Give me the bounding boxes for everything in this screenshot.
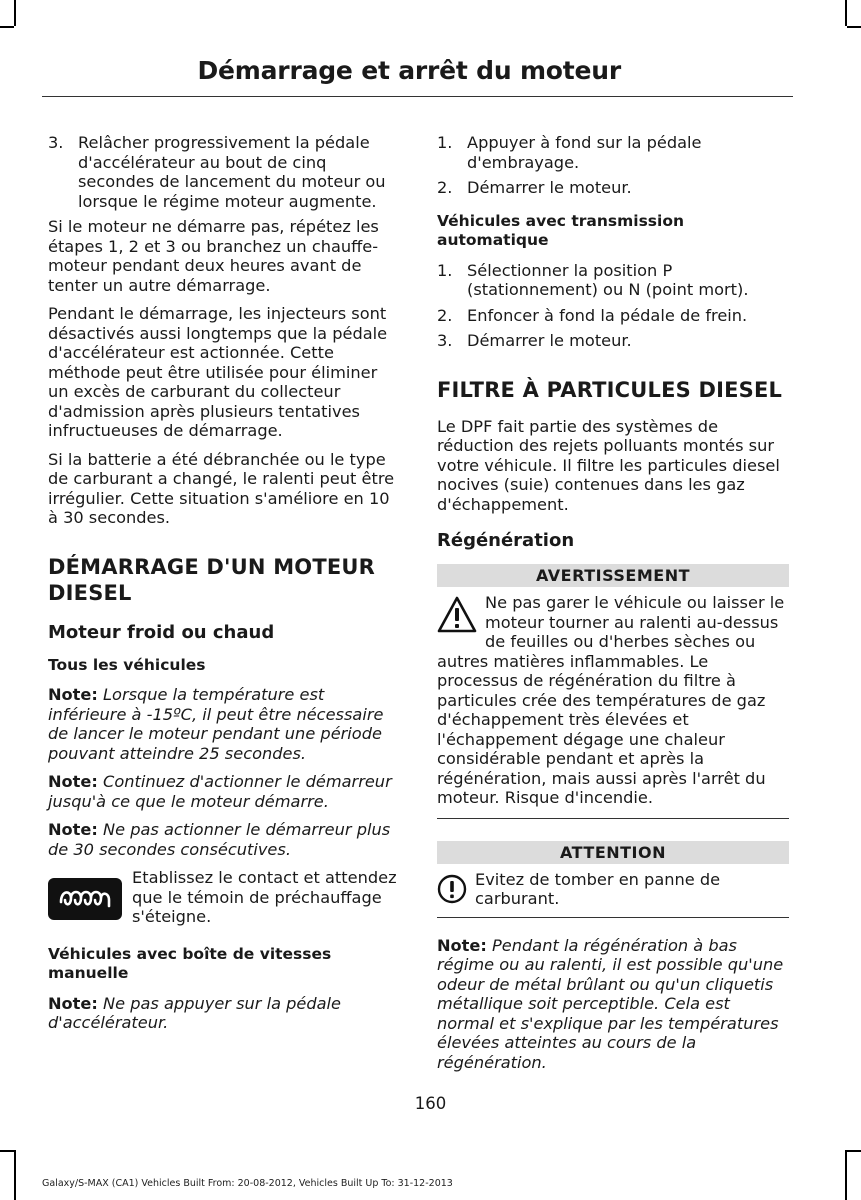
paragraph: Pendant le démarrage, les injecteurs sont désactivés aussi longtemps que la pédale d'accélérateur est actionnée. Cette méthode peut être utilisée pour éliminer un excès de carburant du collecteur d'admission après plusieurs tentatives infructueuses de démarrage. (48, 304, 388, 440)
note-label: Note: (437, 935, 487, 955)
paragraph: Le DPF fait partie des systèmes de réduction des rejets polluants montés sur votre véhicule. Il filtre les particules diesel nocives (suie) contenues dans les gaz d'échappement. (437, 416, 780, 514)
crop-mark (845, 1150, 847, 1200)
step-text: Démarrer le moteur. (467, 178, 632, 197)
step-item (437, 306, 789, 326)
crop-mark (847, 26, 861, 28)
warning-box (437, 564, 789, 819)
footer-text: Galaxy/S-MAX (CA1) Vehicles Built From: 20-08-2012, Vehicles Built Up To: 31-12-2013 (42, 1178, 453, 1189)
header-divider (42, 96, 793, 97)
crop-mark (0, 26, 14, 28)
warning-title: AVERTISSEMENT (437, 564, 789, 587)
attention-divider (437, 917, 789, 918)
step-text: Appuyer à fond sur la pédale d'embrayage. (467, 133, 702, 172)
attention-box (437, 841, 789, 918)
exclamation-circle-icon (437, 874, 467, 904)
left-column (48, 133, 401, 1042)
note-text: Ne pas actionner le démarreur plus de 30 secondes consécutives. (48, 820, 391, 859)
note-label: Note: (48, 820, 98, 839)
page-number: 160 (414, 1094, 447, 1113)
crop-mark (14, 1150, 16, 1200)
note (48, 772, 401, 811)
glow-plug-instruction (48, 868, 401, 927)
step-number: 1. (437, 260, 453, 280)
step-item (48, 133, 401, 211)
step-number: 3. (48, 133, 64, 152)
step-item (437, 133, 789, 172)
step-item (437, 178, 789, 198)
paragraph: Si le moteur ne démarre pas, répétez les étapes 1, 2 et 3 ou branchez un chauffe-moteur pendant deux heures avant de tenter un autre démarrage. (48, 217, 379, 295)
note-label: Note: (48, 993, 98, 1013)
glow-plug-icon (48, 878, 122, 920)
step-item (437, 331, 789, 351)
note-text: Continuez d'actionner le démarreur jusqu'à ce que le moteur démarre. (48, 772, 392, 811)
note (48, 685, 401, 763)
step-text: Démarrer le moteur. (467, 331, 632, 350)
crop-mark (847, 1150, 861, 1152)
subheading: Véhicules avec transmission automatique (437, 211, 685, 249)
paragraph: Si la batterie a été débranchée ou le type de carburant a changé, le ralenti peut être irrégulier. Cette situation s'améliore en 10 à 30 secondes. (48, 449, 395, 527)
attention-title: ATTENTION (437, 841, 789, 864)
attention-body (437, 864, 789, 917)
section-heading: DÉMARRAGE D'UN MOTEUR DIESEL (48, 554, 376, 605)
warning-text: Ne pas garer le véhicule ou laisser le moteur tourner au ralenti au-dessus de feuilles ou d'herbes sèches ou autres matières inflammables. Le processus de régénération du filtre à particules crée des températures de gaz d'échappement très élevées et l'échappement dégage une chaleur considérable pendant et après la régénération, mais aussi après l'arrêt du moteur. Risque d'incendie. (437, 593, 785, 807)
warning-divider (437, 818, 789, 819)
note-text: Lorsque la température est inférieure à -15ºC, il peut être nécessaire de lancer le moteur pendant une période pouvant atteindre 25 secondes. (48, 685, 384, 763)
subheading: Véhicules avec boîte de vitesses manuelle (48, 944, 332, 982)
note (48, 994, 401, 1033)
crop-mark (845, 0, 847, 26)
glow-plug-text: Etablissez le contact et attendez que le témoin de préchauffage s'éteigne. (132, 868, 397, 926)
page-title: Démarrage et arrêt du moteur (197, 56, 621, 85)
subsection-heading: Moteur froid ou chaud (48, 621, 275, 643)
crop-mark (14, 0, 16, 26)
step-item (437, 261, 789, 300)
step-text: Sélectionner la position P (stationnement) ou N (point mort). (467, 260, 749, 299)
note (48, 820, 401, 859)
crop-mark (0, 1150, 14, 1152)
note-text: Pendant la régénération à bas régime ou au ralenti, il est possible qu'une odeur de métal brûlant ou qu'un cliquetis métallique soit perceptible. Cela est normal et s'explique par les températures élevées atteintes au cours de la régénération. (437, 935, 784, 1072)
note-label: Note: (48, 772, 98, 791)
warning-triangle-icon (437, 595, 477, 635)
step-number: 2. (437, 178, 453, 197)
subsection-heading: Régénération (437, 530, 575, 551)
step-number: 1. (437, 133, 453, 152)
step-number: 2. (437, 305, 453, 325)
step-text: Enfoncer à fond la pédale de frein. (467, 305, 748, 325)
right-column (437, 133, 789, 1081)
note (437, 936, 789, 1073)
note-label: Note: (48, 685, 98, 704)
warning-body (437, 587, 789, 808)
note-text: Ne pas appuyer sur la pédale d'accélérateur. (48, 993, 342, 1032)
attention-text: Evitez de tomber en panne de carburant. (475, 869, 721, 908)
step-number: 3. (437, 331, 453, 350)
section-heading: FILTRE À PARTICULES DIESEL (437, 377, 783, 402)
subheading: Tous les véhicules (48, 655, 206, 674)
step-text: Relâcher progressivement la pédale d'accélérateur au bout de cinq secondes de lancement du moteur ou lorsque le régime moteur augmente. (78, 133, 386, 211)
